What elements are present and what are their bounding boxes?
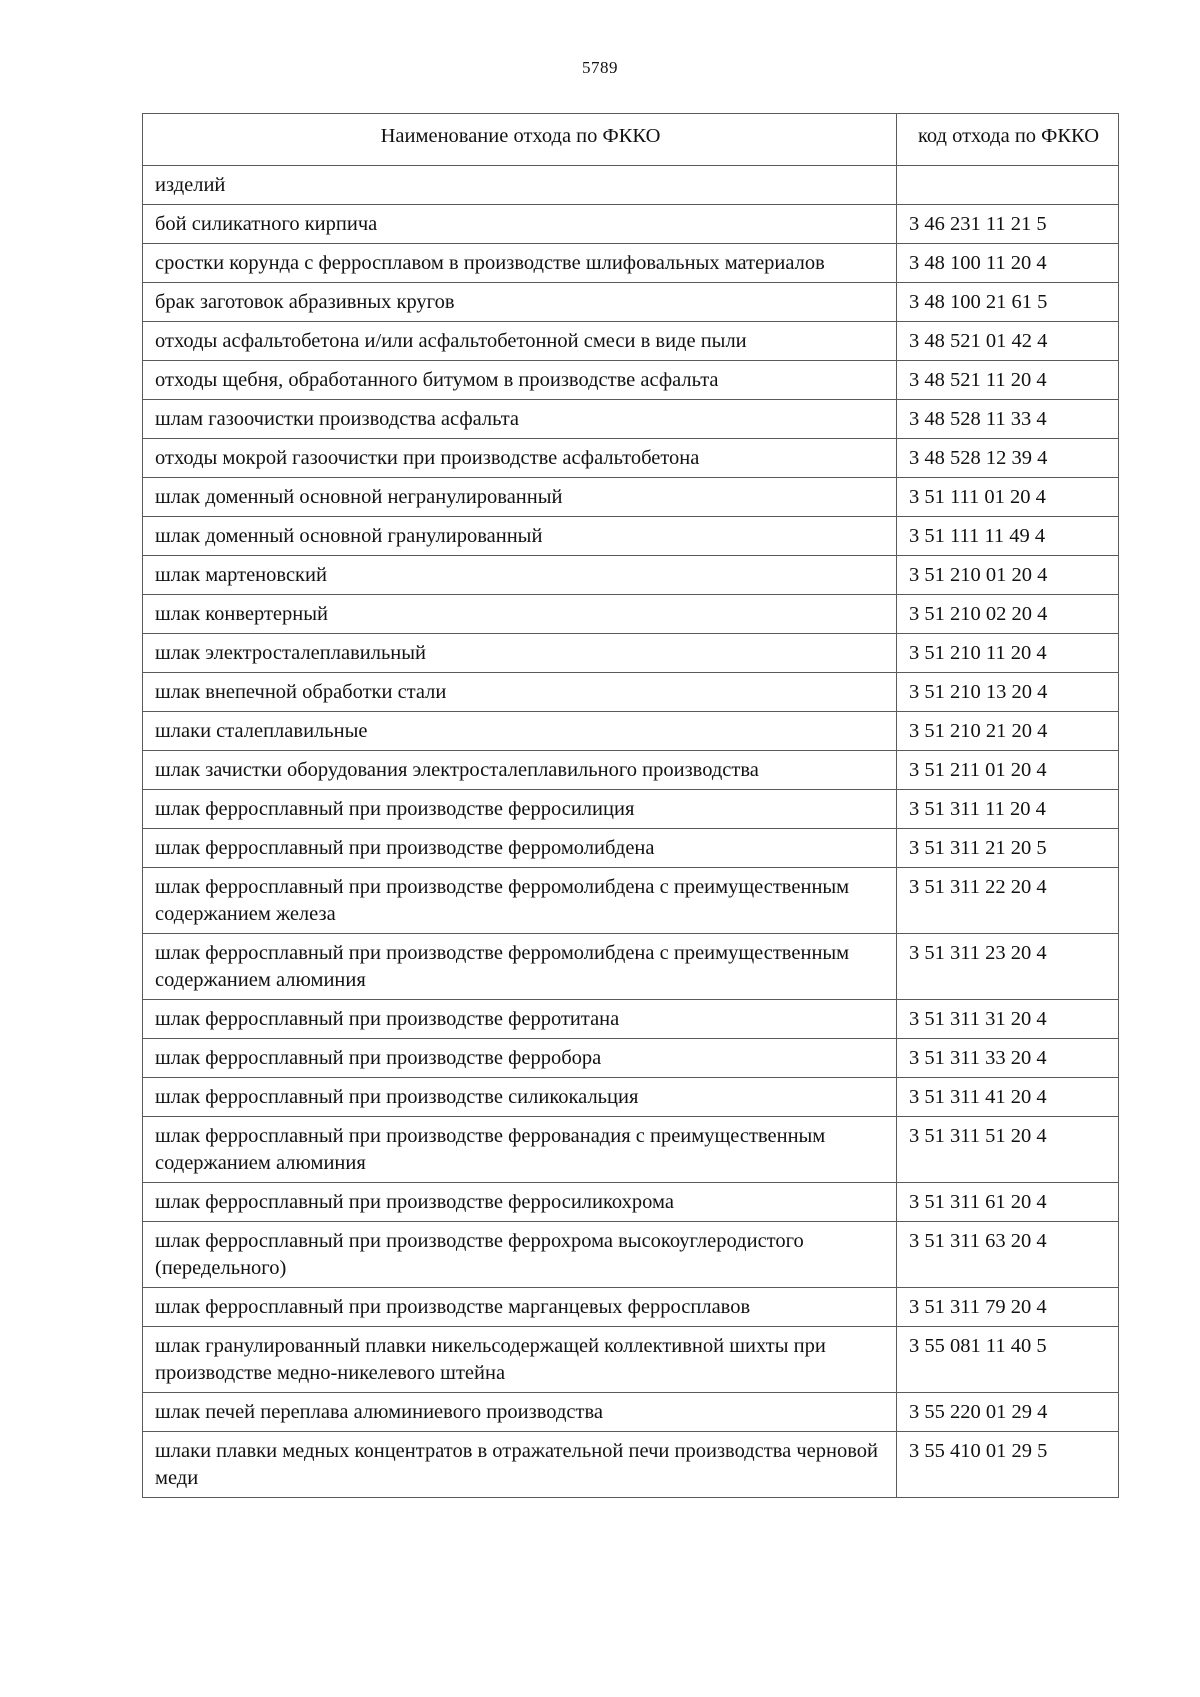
table-row <box>143 751 1119 790</box>
waste-name-cell: шлак ферросплавный при производстве ферротитана <box>143 1000 897 1039</box>
waste-code-cell: 3 48 100 21 61 5 <box>897 283 1119 322</box>
waste-name-cell: шлаки сталеплавильные <box>143 712 897 751</box>
table-row <box>143 1078 1119 1117</box>
waste-code-cell: 3 51 111 01 20 4 <box>897 478 1119 517</box>
table-row <box>143 439 1119 478</box>
waste-code-cell: 3 51 311 41 20 4 <box>897 1078 1119 1117</box>
waste-code-cell: 3 51 311 21 20 5 <box>897 829 1119 868</box>
waste-code-cell: 3 51 311 22 20 4 <box>897 868 1119 934</box>
waste-code-cell: 3 51 210 21 20 4 <box>897 712 1119 751</box>
waste-code-table <box>142 113 1119 1498</box>
table-row <box>143 322 1119 361</box>
table-row <box>143 712 1119 751</box>
table-header-row <box>143 114 1119 166</box>
waste-code-cell: 3 55 220 01 29 4 <box>897 1393 1119 1432</box>
waste-code-cell: 3 51 311 31 20 4 <box>897 1000 1119 1039</box>
waste-code-cell: 3 55 410 01 29 5 <box>897 1432 1119 1498</box>
waste-code-cell: 3 51 210 02 20 4 <box>897 595 1119 634</box>
table-row <box>143 1327 1119 1393</box>
table-row <box>143 478 1119 517</box>
waste-name-cell: шлаки плавки медных концентратов в отражательной печи производства черновой меди <box>143 1432 897 1498</box>
waste-code-cell: 3 51 311 11 20 4 <box>897 790 1119 829</box>
waste-name-cell: шлак ферросплавный при производстве ферромолибдена <box>143 829 897 868</box>
waste-code-cell: 3 51 311 79 20 4 <box>897 1288 1119 1327</box>
table-row <box>143 868 1119 934</box>
waste-name-cell: сростки корунда с ферросплавом в производстве шлифовальных материалов <box>143 244 897 283</box>
waste-name-cell: шлак зачистки оборудования электросталеплавильного производства <box>143 751 897 790</box>
waste-name-cell: шлак мартеновский <box>143 556 897 595</box>
waste-name-cell: шлак внепечной обработки стали <box>143 673 897 712</box>
waste-name-cell: шлак ферросплавный при производстве феррованадия с преимущественным содержанием алюминия <box>143 1117 897 1183</box>
waste-code-cell: 3 48 528 12 39 4 <box>897 439 1119 478</box>
page-number: 5789 <box>582 58 618 77</box>
waste-name-cell: шлак ферросплавный при производстве ферросилиция <box>143 790 897 829</box>
waste-code-cell: 3 51 111 11 49 4 <box>897 517 1119 556</box>
table-row <box>143 205 1119 244</box>
waste-name-cell: бой силикатного кирпича <box>143 205 897 244</box>
waste-code-cell: 3 51 210 13 20 4 <box>897 673 1119 712</box>
waste-code-cell: 3 51 311 51 20 4 <box>897 1117 1119 1183</box>
waste-code-cell: 3 48 528 11 33 4 <box>897 400 1119 439</box>
column-header-code: код отхода по ФККО <box>897 114 1119 166</box>
waste-code-cell: 3 51 311 63 20 4 <box>897 1222 1119 1288</box>
table-row <box>143 1288 1119 1327</box>
waste-name-cell: изделий <box>143 166 897 205</box>
waste-code-cell: 3 46 231 11 21 5 <box>897 205 1119 244</box>
waste-name-cell: отходы асфальтобетона и/или асфальтобетонной смеси в виде пыли <box>143 322 897 361</box>
table-row <box>143 1222 1119 1288</box>
waste-code-cell: 3 51 311 33 20 4 <box>897 1039 1119 1078</box>
waste-name-cell: отходы щебня, обработанного битумом в производстве асфальта <box>143 361 897 400</box>
waste-code-cell <box>897 166 1119 205</box>
waste-name-cell: шлак электросталеплавильный <box>143 634 897 673</box>
waste-name-cell: шлак конвертерный <box>143 595 897 634</box>
waste-name-cell: шлак ферросплавный при производстве ферромолибдена с преимущественным содержанием железа <box>143 868 897 934</box>
waste-name-cell: шлак ферросплавный при производстве силикокальция <box>143 1078 897 1117</box>
table-row <box>143 166 1119 205</box>
table-row <box>143 1000 1119 1039</box>
waste-name-cell: шлак ферросплавный при производстве феррохрома высокоуглеродистого (передельного) <box>143 1222 897 1288</box>
table-row <box>143 673 1119 712</box>
waste-code-cell: 3 48 521 01 42 4 <box>897 322 1119 361</box>
waste-name-cell: шлак гранулированный плавки никельсодержащей коллективной шихты при производстве медно-никелевого штейна <box>143 1327 897 1393</box>
waste-code-cell: 3 48 100 11 20 4 <box>897 244 1119 283</box>
table-row <box>143 283 1119 322</box>
table-row <box>143 1183 1119 1222</box>
table-row <box>143 1432 1119 1498</box>
waste-code-cell: 3 51 210 11 20 4 <box>897 634 1119 673</box>
table-row <box>143 829 1119 868</box>
table-row <box>143 1039 1119 1078</box>
waste-name-cell: брак заготовок абразивных кругов <box>143 283 897 322</box>
table-row <box>143 634 1119 673</box>
waste-code-cell: 3 51 210 01 20 4 <box>897 556 1119 595</box>
column-header-name: Наименование отхода по ФККО <box>143 114 897 166</box>
waste-name-cell: шлак печей переплава алюминиевого производства <box>143 1393 897 1432</box>
waste-name-cell: шлак ферросплавный при производстве ферробора <box>143 1039 897 1078</box>
waste-name-cell: шлак доменный основной негранулированный <box>143 478 897 517</box>
table-row <box>143 790 1119 829</box>
table-row <box>143 244 1119 283</box>
table-row <box>143 934 1119 1000</box>
table-row <box>143 361 1119 400</box>
table-row <box>143 517 1119 556</box>
waste-name-cell: шлам газоочистки производства асфальта <box>143 400 897 439</box>
waste-code-cell: 3 55 081 11 40 5 <box>897 1327 1119 1393</box>
waste-code-cell: 3 51 211 01 20 4 <box>897 751 1119 790</box>
waste-name-cell: шлак доменный основной гранулированный <box>143 517 897 556</box>
table-row <box>143 400 1119 439</box>
table-row <box>143 556 1119 595</box>
table-body <box>143 166 1119 1498</box>
waste-name-cell: шлак ферросплавный при производстве ферросиликохрома <box>143 1183 897 1222</box>
table-row <box>143 595 1119 634</box>
waste-code-cell: 3 51 311 61 20 4 <box>897 1183 1119 1222</box>
table-row <box>143 1393 1119 1432</box>
table-row <box>143 1117 1119 1183</box>
waste-code-cell: 3 48 521 11 20 4 <box>897 361 1119 400</box>
waste-name-cell: шлак ферросплавный при производстве марганцевых ферросплавов <box>143 1288 897 1327</box>
waste-name-cell: шлак ферросплавный при производстве ферромолибдена с преимущественным содержанием алюминия <box>143 934 897 1000</box>
waste-code-cell: 3 51 311 23 20 4 <box>897 934 1119 1000</box>
waste-name-cell: отходы мокрой газоочистки при производстве асфальтобетона <box>143 439 897 478</box>
